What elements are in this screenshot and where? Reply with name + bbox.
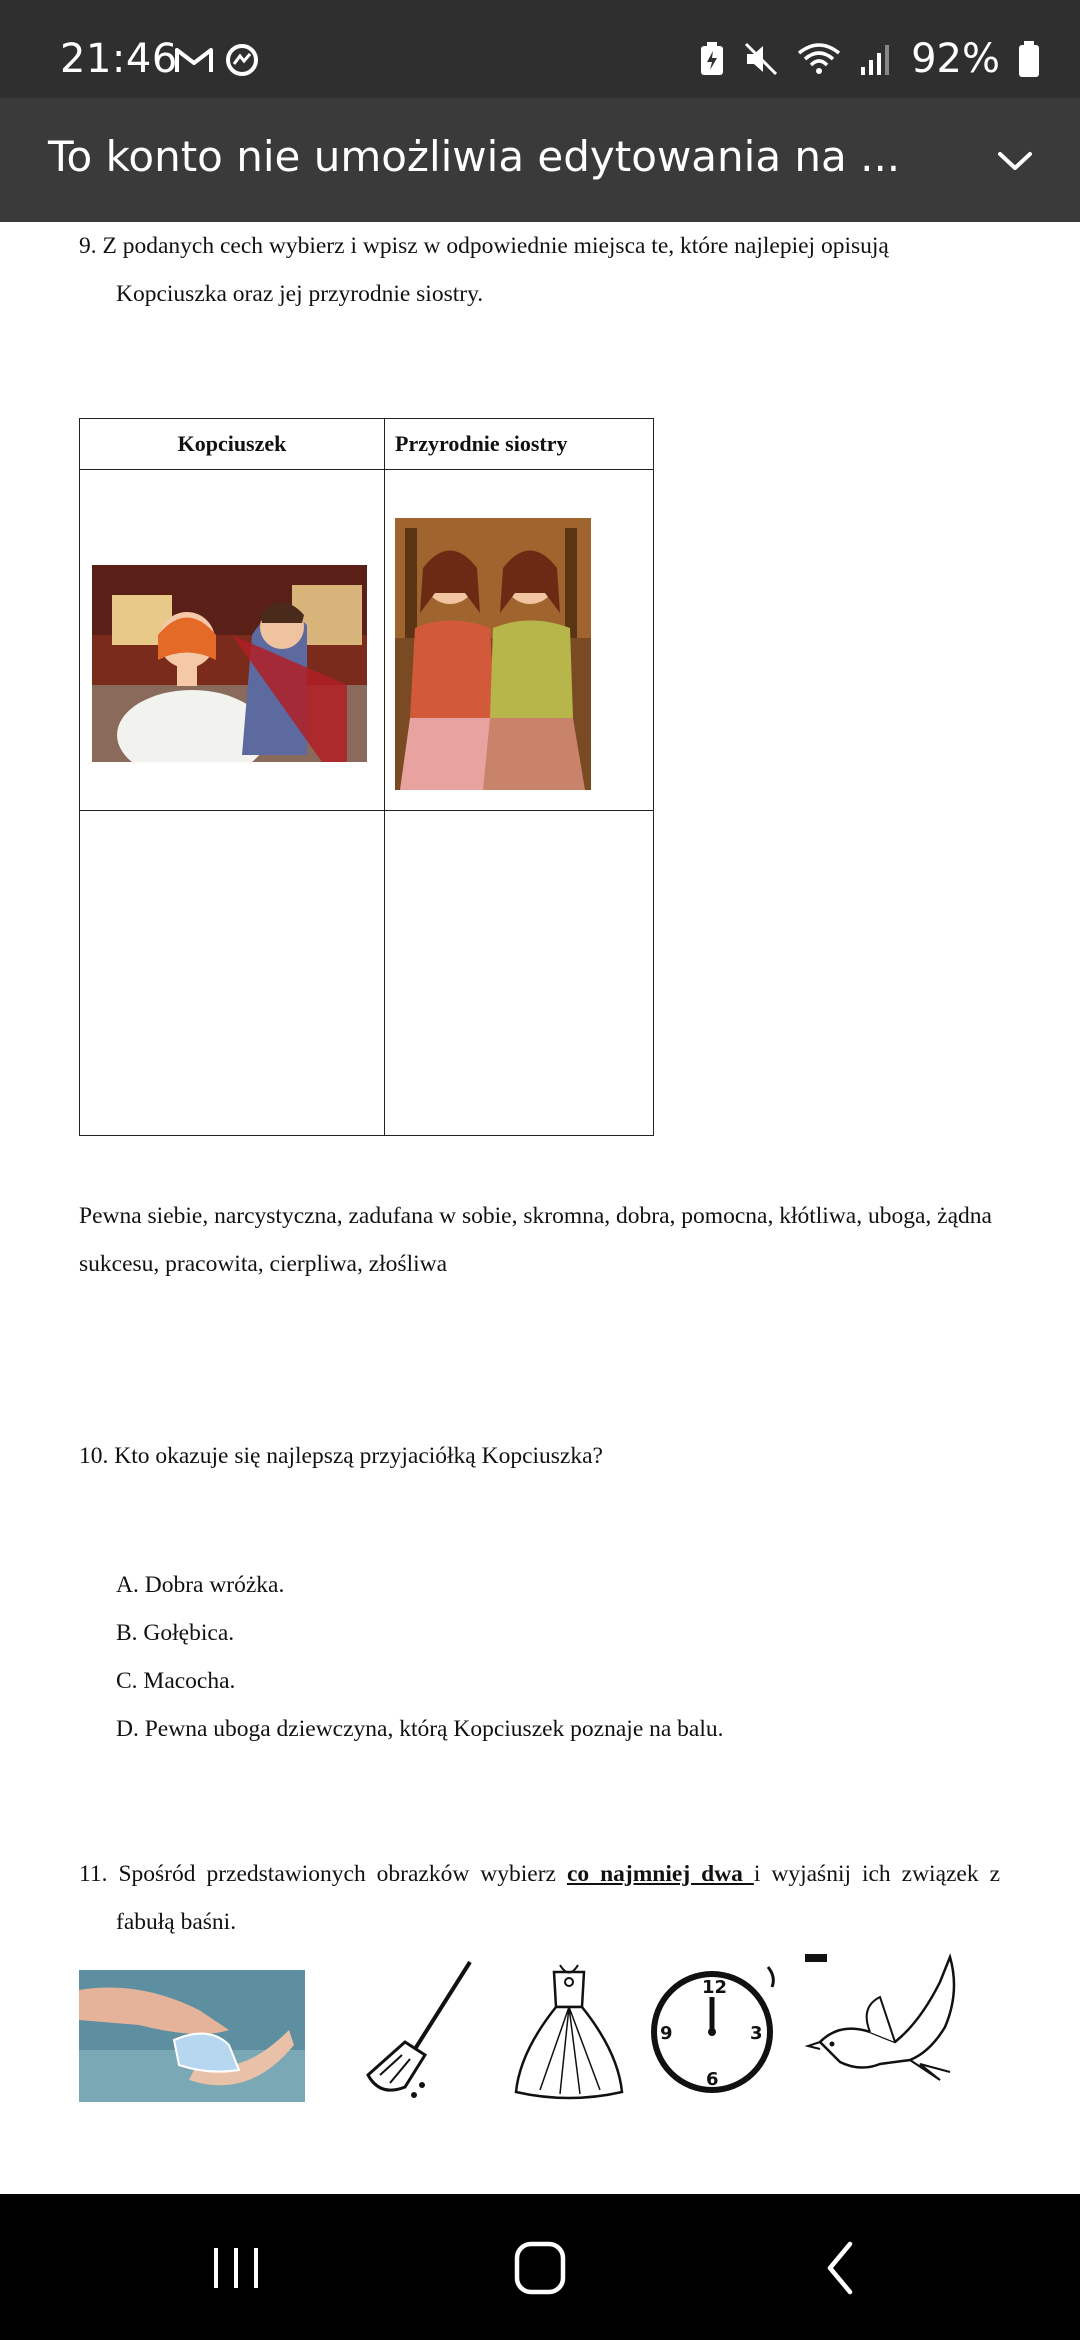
cinderella-ball-image — [92, 565, 367, 762]
question-11-text-after: i wyjaśnij ich związek z — [753, 1861, 1001, 1887]
question-9-text-cont: Kopciuszka oraz jej przyrodnie siostry. — [116, 281, 484, 307]
answer-option-a: A. Dobra wróżka. — [116, 1572, 285, 1598]
battery-saver-icon — [699, 41, 725, 77]
stepsisters-image — [395, 518, 591, 790]
mute-icon — [743, 41, 779, 77]
svg-text:12: 12 — [702, 1977, 728, 1998]
battery-icon — [1018, 40, 1040, 78]
svg-text:6: 6 — [706, 2069, 719, 2090]
question-11-text-cont: fabułą baśni. — [116, 1909, 237, 1935]
traits-list-line-2: sukcesu, pracowita, cierpliwa, złośliwa — [79, 1251, 448, 1277]
ball-gown-image — [510, 1962, 628, 2104]
status-bar — [0, 0, 1080, 98]
svg-text:9: 9 — [660, 2023, 673, 2044]
kopciuszek-answer-cell[interactable] — [80, 811, 385, 1136]
answer-option-d: D. Pewna uboga dziewczyna, którą Kopciuszek poznaje na balu. — [116, 1716, 724, 1742]
document-page — [0, 222, 1080, 2194]
table-header-kopciuszek: Kopciuszek — [80, 419, 385, 470]
siostry-answer-cell[interactable] — [385, 811, 654, 1136]
gmail-icon — [174, 45, 214, 75]
traits-list-line-1: Pewna siebie, narcystyczna, zadufana w sobie, skromna, dobra, pomocna, kłótliwa, uboga, żądna — [79, 1203, 992, 1229]
kopciuszek-image-cell — [80, 470, 385, 811]
battery-percent: 92% — [911, 36, 1000, 82]
siostry-image-cell — [385, 470, 654, 811]
dove-image — [800, 1952, 980, 2102]
traits-table — [79, 418, 654, 1136]
signal-icon — [859, 41, 893, 77]
clock-time: 21:46 — [60, 36, 178, 82]
recent-apps-icon[interactable] — [201, 2238, 271, 2298]
table-header-siostry: Przyrodnie siostry — [385, 419, 654, 470]
broom-image — [360, 1957, 480, 2102]
chevron-down-icon[interactable] — [990, 136, 1040, 186]
navigation-bar — [0, 2194, 1080, 2340]
question-11-text-before: 11. Spośród przedstawionych obrazków wybierz — [79, 1861, 567, 1887]
glass-slipper-image — [79, 1970, 305, 2102]
svg-text:3: 3 — [750, 2023, 763, 2044]
app-bar — [0, 98, 1080, 222]
wifi-icon — [797, 41, 841, 77]
app-bar-title[interactable]: To konto nie umożliwia edytowania na ... — [48, 132, 901, 181]
question-9-text: 9. Z podanych cech wybierz i wpisz w odpowiednie miejsca te, które najlepiej opisują — [79, 233, 889, 259]
answer-option-c: C. Macocha. — [116, 1668, 236, 1694]
clock-image — [650, 1957, 778, 2102]
messenger-icon — [224, 42, 260, 78]
question-11-text — [79, 1850, 1000, 1898]
answer-option-b: B. Gołębica. — [116, 1620, 235, 1646]
question-10-text: 10. Kto okazuje się najlepszą przyjaciółką Kopciuszka? — [79, 1443, 603, 1469]
question-11-emphasis: co najmniej dwa — [566, 1861, 754, 1887]
home-icon[interactable] — [505, 2238, 575, 2298]
back-icon[interactable] — [808, 2238, 878, 2298]
